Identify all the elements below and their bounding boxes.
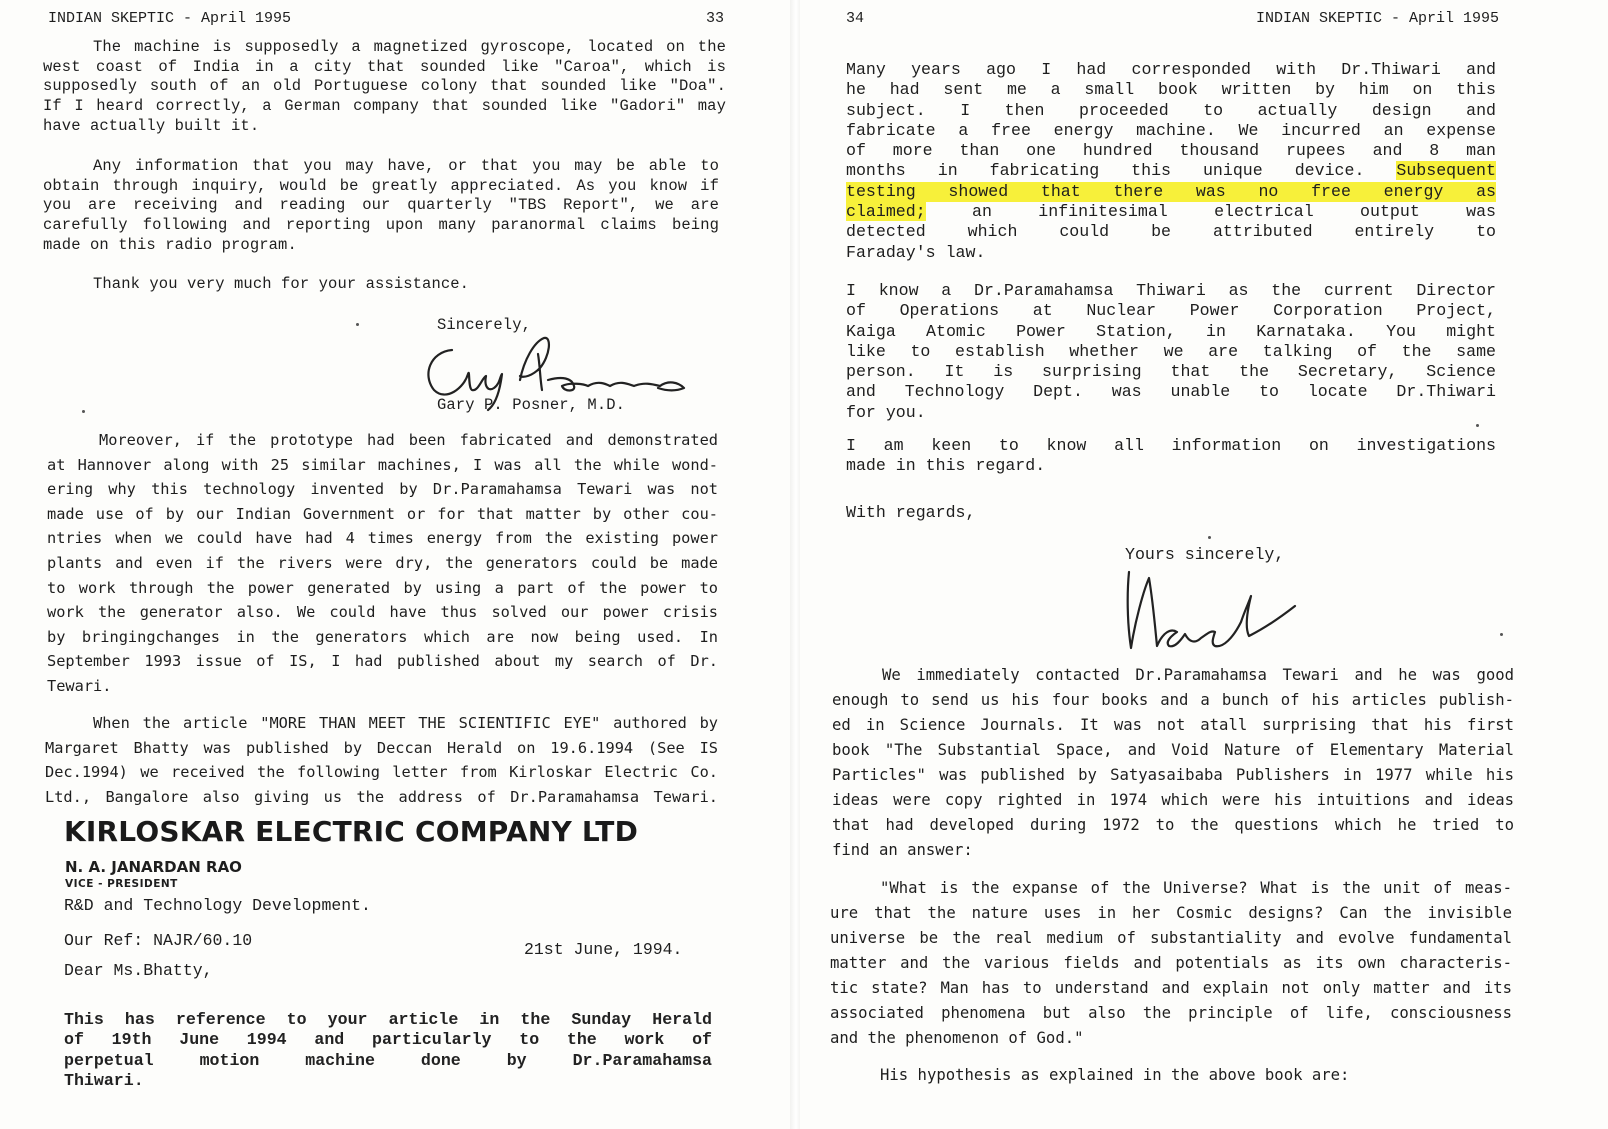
quotation-block — [830, 876, 1512, 1051]
text-line: tic state? Man has to understand and explain not only matter and its — [830, 979, 1512, 997]
text-line: by bringingchanges in the generators which are now being used. In — [47, 627, 718, 646]
text-line: ideas were copy righted in 1974 which were his intuitions and ideas — [832, 791, 1514, 809]
text-line: supposedly south of an old Portuguese colony that sounded like "Doa". — [43, 77, 726, 96]
text-line: The machine is supposedly a magnetized gyroscope, located on the — [93, 38, 726, 56]
text-line: made on this radio program. — [43, 235, 297, 254]
speck — [356, 323, 359, 326]
text-line: Tewari. — [47, 676, 112, 695]
signatory-name: Gary P. Posner, M.D. — [437, 396, 626, 414]
text-line: made in this regard. — [846, 456, 1046, 476]
text-line: book "The Substantial Space, and Void Nature of Elementary Material — [832, 741, 1514, 759]
kirloskar-paragraph-3 — [846, 281, 1496, 423]
text-line: associated phenomena but also the principle of life, consciousness — [830, 1004, 1512, 1022]
text-line — [846, 202, 1496, 222]
text-line: person. It is surprising that the Secretary, Science — [846, 362, 1496, 382]
text-line: I am keen to know all information on investigations — [846, 436, 1496, 455]
text-line: If I heard correctly, a German company that sounded like "Gadori" may — [43, 97, 726, 116]
running-head-left: INDIAN SKEPTIC - April 1995 — [48, 10, 292, 27]
text-line: of more than one hundred thousand rupees and 8 man — [846, 141, 1496, 161]
sender-title: VICE - PRESIDENT — [65, 878, 178, 890]
highlighted-text: Subsequent — [1396, 161, 1496, 181]
page-33 — [0, 0, 790, 1129]
text-line: Many years ago I had corresponded with Dr.Thiwari and — [846, 60, 1496, 79]
text-line: west coast of India in a city that sounded like "Caroa", which is — [43, 57, 726, 76]
text-line: carefully following and reporting upon many paranormal claims being — [43, 216, 719, 235]
speck — [1476, 424, 1479, 427]
text-line: Thiwari. — [64, 1070, 144, 1090]
text-line: plants and even if the rivers were dry, the generators could be made — [47, 553, 718, 572]
highlighted-text: claimed; — [846, 202, 926, 222]
text-line: Particles" was published by Satyasaibaba Publishers in 1977 while his — [832, 766, 1514, 784]
text-line: like to establish whether we are talking of the same — [846, 341, 1496, 361]
text-line: fabricate a free energy machine. We incurred an expense — [846, 120, 1496, 140]
text-line: and Technology Dept. was unable to locate Dr.Thiwari — [846, 382, 1496, 402]
text-line: Ltd., Bangalore also giving us the address of Dr.Paramahamsa Tewari. — [45, 787, 718, 806]
text-line: ntries when we could have had 4 times energy from the existing power — [47, 529, 718, 548]
text-line: work the generator also. We could have thus solved our power crisis — [47, 603, 718, 622]
letter-date: 21st June, 1994. — [524, 940, 683, 959]
page-34 — [800, 0, 1608, 1129]
regards-line: With regards, — [846, 503, 976, 522]
company-letterhead: KIRLOSKAR ELECTRIC COMPANY LTD — [64, 815, 639, 848]
text-line: he had sent me a small book written by him on this — [846, 80, 1496, 100]
text-line: Dec.1994) we received the following letter from Kirloskar Electric Co. — [45, 763, 718, 782]
text-line: Moreover, if the prototype had been fabricated and demonstrated — [99, 431, 718, 449]
editorial-paragraph-2 — [45, 711, 718, 809]
text-line: to work through the power generated by using a part of the power to — [47, 578, 718, 597]
text-line: matter and the various fields and potentials as its own characteris- — [830, 954, 1512, 972]
text-line: of Operations at Nuclear Power Corporation Project, — [846, 301, 1496, 321]
text-line: universe be the real medium of substantiality and evolve fundamental — [830, 929, 1512, 947]
text-line: Faraday's law. — [846, 242, 986, 262]
text-line: perpetual motion machine done by Dr.Paramahamsa — [64, 1050, 712, 1070]
kirloskar-paragraph-4 — [846, 436, 1496, 477]
sender-name: N. A. JANARDAN RAO — [65, 858, 242, 876]
hypothesis-intro: His hypothesis as explained in the above book are: — [880, 1066, 1350, 1084]
editorial-paragraph-3 — [832, 663, 1514, 863]
page-number-right: 34 — [846, 10, 865, 27]
kirloskar-paragraph-2 — [846, 60, 1496, 263]
text-line: We immediately contacted Dr.Paramahamsa Tewari and he was good — [882, 666, 1514, 684]
text-line: September 1993 issue of IS, I had published about my search of Dr. — [47, 652, 718, 671]
highlighted-text: testing showed that there was no free energy as — [846, 181, 1496, 201]
text-line: enough to send us his four books and a bunch of his articles publish- — [832, 691, 1514, 709]
speck — [82, 410, 85, 413]
text-line: you are receiving and reading our quarterly "TBS Report", we are — [43, 196, 719, 215]
speck — [1500, 633, 1503, 636]
letter-closing-thanks: Thank you very much for your assistance. — [93, 275, 470, 293]
reference-number: Our Ref: NAJR/60.10 — [64, 931, 253, 950]
kirloskar-paragraph-1 — [64, 1010, 712, 1091]
letter-paragraph-2 — [43, 157, 719, 256]
text-line: and the phenomenon of God." — [830, 1029, 1084, 1047]
text-line: for you. — [846, 402, 926, 422]
text-line: subject. I then proceeded to actually design and — [846, 100, 1496, 120]
text-line: This has reference to your article in the Sunday Herald — [64, 1010, 712, 1029]
book-gutter — [790, 0, 800, 1129]
sign-off: Sincerely, — [437, 316, 532, 334]
text-line — [846, 161, 1496, 181]
text-line: detected which could be attributed entirely to — [846, 222, 1496, 242]
sender-department: R&D and Technology Development. — [64, 896, 371, 915]
speck — [1208, 536, 1211, 539]
text-line: Kaiga Atomic Power Station, in Karnataka. You might — [846, 321, 1496, 341]
text-line: Margaret Bhatty was published by Deccan Herald on 19.6.1994 (See IS — [45, 738, 718, 757]
page-number-left: 33 — [706, 10, 725, 27]
editorial-paragraph-1 — [47, 428, 718, 699]
rao-signature — [1115, 562, 1315, 658]
text-line: ure that the nature uses in her Cosmic designs? Can the invisible — [830, 904, 1512, 922]
letter-paragraph-1 — [43, 38, 726, 137]
text-line: Any information that you may have, or that you may be able to — [93, 157, 719, 175]
text-line: obtain through inquiry, would be greatly appreciated. As you know if — [43, 176, 719, 195]
text-line: I know a Dr.Paramahamsa Thiwari as the current Director — [846, 281, 1496, 300]
text-line: at Hannover along with 25 similar machines, I was all the while wond- — [47, 455, 718, 474]
text-line: of 19th June 1994 and particularly to the work of — [64, 1030, 712, 1050]
text-line: that had developed during 1972 to the questions which he tried to — [832, 816, 1514, 834]
text-line: ed in Science Journals. It was not atall surprising that his first — [832, 716, 1514, 734]
text-line: When the article "MORE THAN MEET THE SCIENTIFIC EYE" authored by — [93, 714, 718, 732]
yours-sincerely: Yours sincerely, — [1125, 545, 1285, 564]
text-line: have actually built it. — [43, 116, 260, 135]
text-line: find an answer: — [832, 841, 973, 859]
salutation: Dear Ms.Bhatty, — [64, 961, 213, 980]
text-line: made use of by our Indian Government or for that matter by other cou- — [47, 504, 718, 523]
text-run: an infinitesimal electrical output was — [972, 202, 1496, 222]
running-head-right: INDIAN SKEPTIC - April 1995 — [1256, 10, 1500, 27]
text-line: "What is the expanse of the Universe? What is the unit of meas- — [880, 879, 1512, 897]
text-line: ering why this technology invented by Dr.Paramahamsa Tewari was not — [47, 480, 718, 499]
text-run: months in fabricating this unique device. — [846, 161, 1365, 181]
